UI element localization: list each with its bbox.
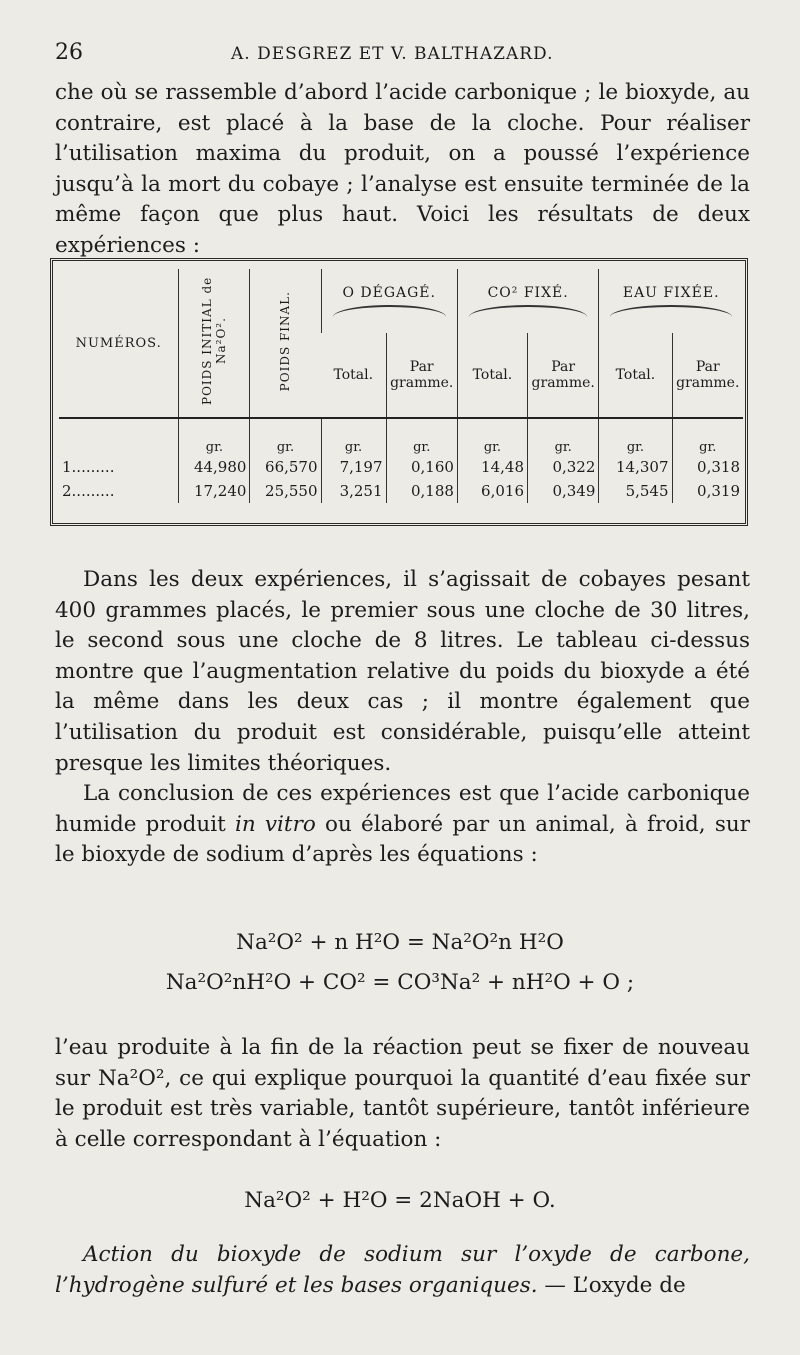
section-heading: Action du bioxyde de sodium sur l’oxyde de carbone, l’hydrogène sulfuré et les bases organiques. <box>55 1242 750 1298</box>
table-row: 2......... 17,240 25,550 3,251 0,188 6,016 0,349 5,545 0,319 <box>59 479 743 503</box>
header-o-degage: O DÉGAGÉ. <box>321 269 457 333</box>
header-eau-par: Par gramme. <box>672 333 743 418</box>
header-numeros: NUMÉROS. <box>75 335 162 351</box>
running-title: A. DESGREZ ET V. BALTHAZARD. <box>231 44 554 64</box>
header-co2-fixe: CO² FIXÉ. <box>457 269 598 333</box>
paragraph-3: La conclusion de ces expériences est que l’acide carbonique humide produit in vitro ou élaboré par un animal, à froid, sur le bioxyde de sodium d’après les équations : <box>55 781 750 868</box>
page-number: 26 <box>55 40 83 65</box>
header-poids-initial: POIDS INITIAL de Na²O². <box>179 269 250 418</box>
header-eau-fixee: EAU FIXÉE. <box>599 269 743 333</box>
results-table <box>50 258 748 526</box>
table-row: 1......... 44,980 66,570 7,197 0,160 14,48 0,322 14,307 0,318 <box>59 455 743 479</box>
paragraph-1: che où se rassemble d’abord l’acide carbonique ; le bioxyde, au contraire, est placé à la base de la cloche. Pour réaliser l’utilisation maxima du produit, on a poussé l’expérience jusqu’à la mort du cobaye ; l’analyse est ensuite terminée de la même façon que plus haut. Voici les résultats de deux expériences : <box>55 80 750 258</box>
brace-o <box>333 305 446 317</box>
brace-co2 <box>469 305 587 317</box>
page-header <box>55 40 755 70</box>
paragraph-4: l’eau produite à la fin de la réaction peut se fixer de nouveau sur Na²O², ce qui explique pourquoi la quantité d’eau fixée sur le produit est très variable, tantôt supérieure, tantôt inférieure à celle correspondant à l’équation : <box>55 1035 750 1152</box>
header-co2-total: Total. <box>457 333 527 418</box>
equation-3: Na²O² + H²O = 2NaOH + O. <box>244 1188 556 1213</box>
equation-1: Na²O² + n H²O = Na²O²n H²O <box>236 930 564 955</box>
brace-eau <box>610 305 732 317</box>
results-table-grid <box>59 269 743 503</box>
header-eau-total: Total. <box>599 333 672 418</box>
unit-row: gr. gr. gr. gr. gr. gr. gr. gr. <box>59 429 743 455</box>
header-o-total: Total. <box>333 367 374 383</box>
header-poids-final: POIDS FINAL. <box>250 269 321 418</box>
header-o-par: Par gramme. <box>386 333 457 418</box>
header-co2-par: Par gramme. <box>528 333 599 418</box>
paragraph-5: Action du bioxyde de sodium sur l’oxyde de carbone, l’hydrogène sulfuré et les bases organiques. — L’oxyde de <box>55 1242 750 1298</box>
equation-2: Na²O²nH²O + CO² = CO³Na² + nH²O + O ; <box>165 970 635 995</box>
paragraph-2: Dans les deux expériences, il s’agissait de cobayes pesant 400 grammes placés, le premier sous une cloche de 30 litres, le second sous une cloche de 8 litres. Le tableau ci-dessus montre que l’augmentation relative du poids du bioxyde a été la même dans les deux cas ; il montre également que l’utilisation du produit est considérable, puisqu’elle atteint presque les limites théoriques. La conclusion de ces expériences est que l’acide carbonique humide produit in vitro ou élaboré par un animal, à froid, sur le bioxyde de sodium d’après les équations : <box>55 565 750 871</box>
